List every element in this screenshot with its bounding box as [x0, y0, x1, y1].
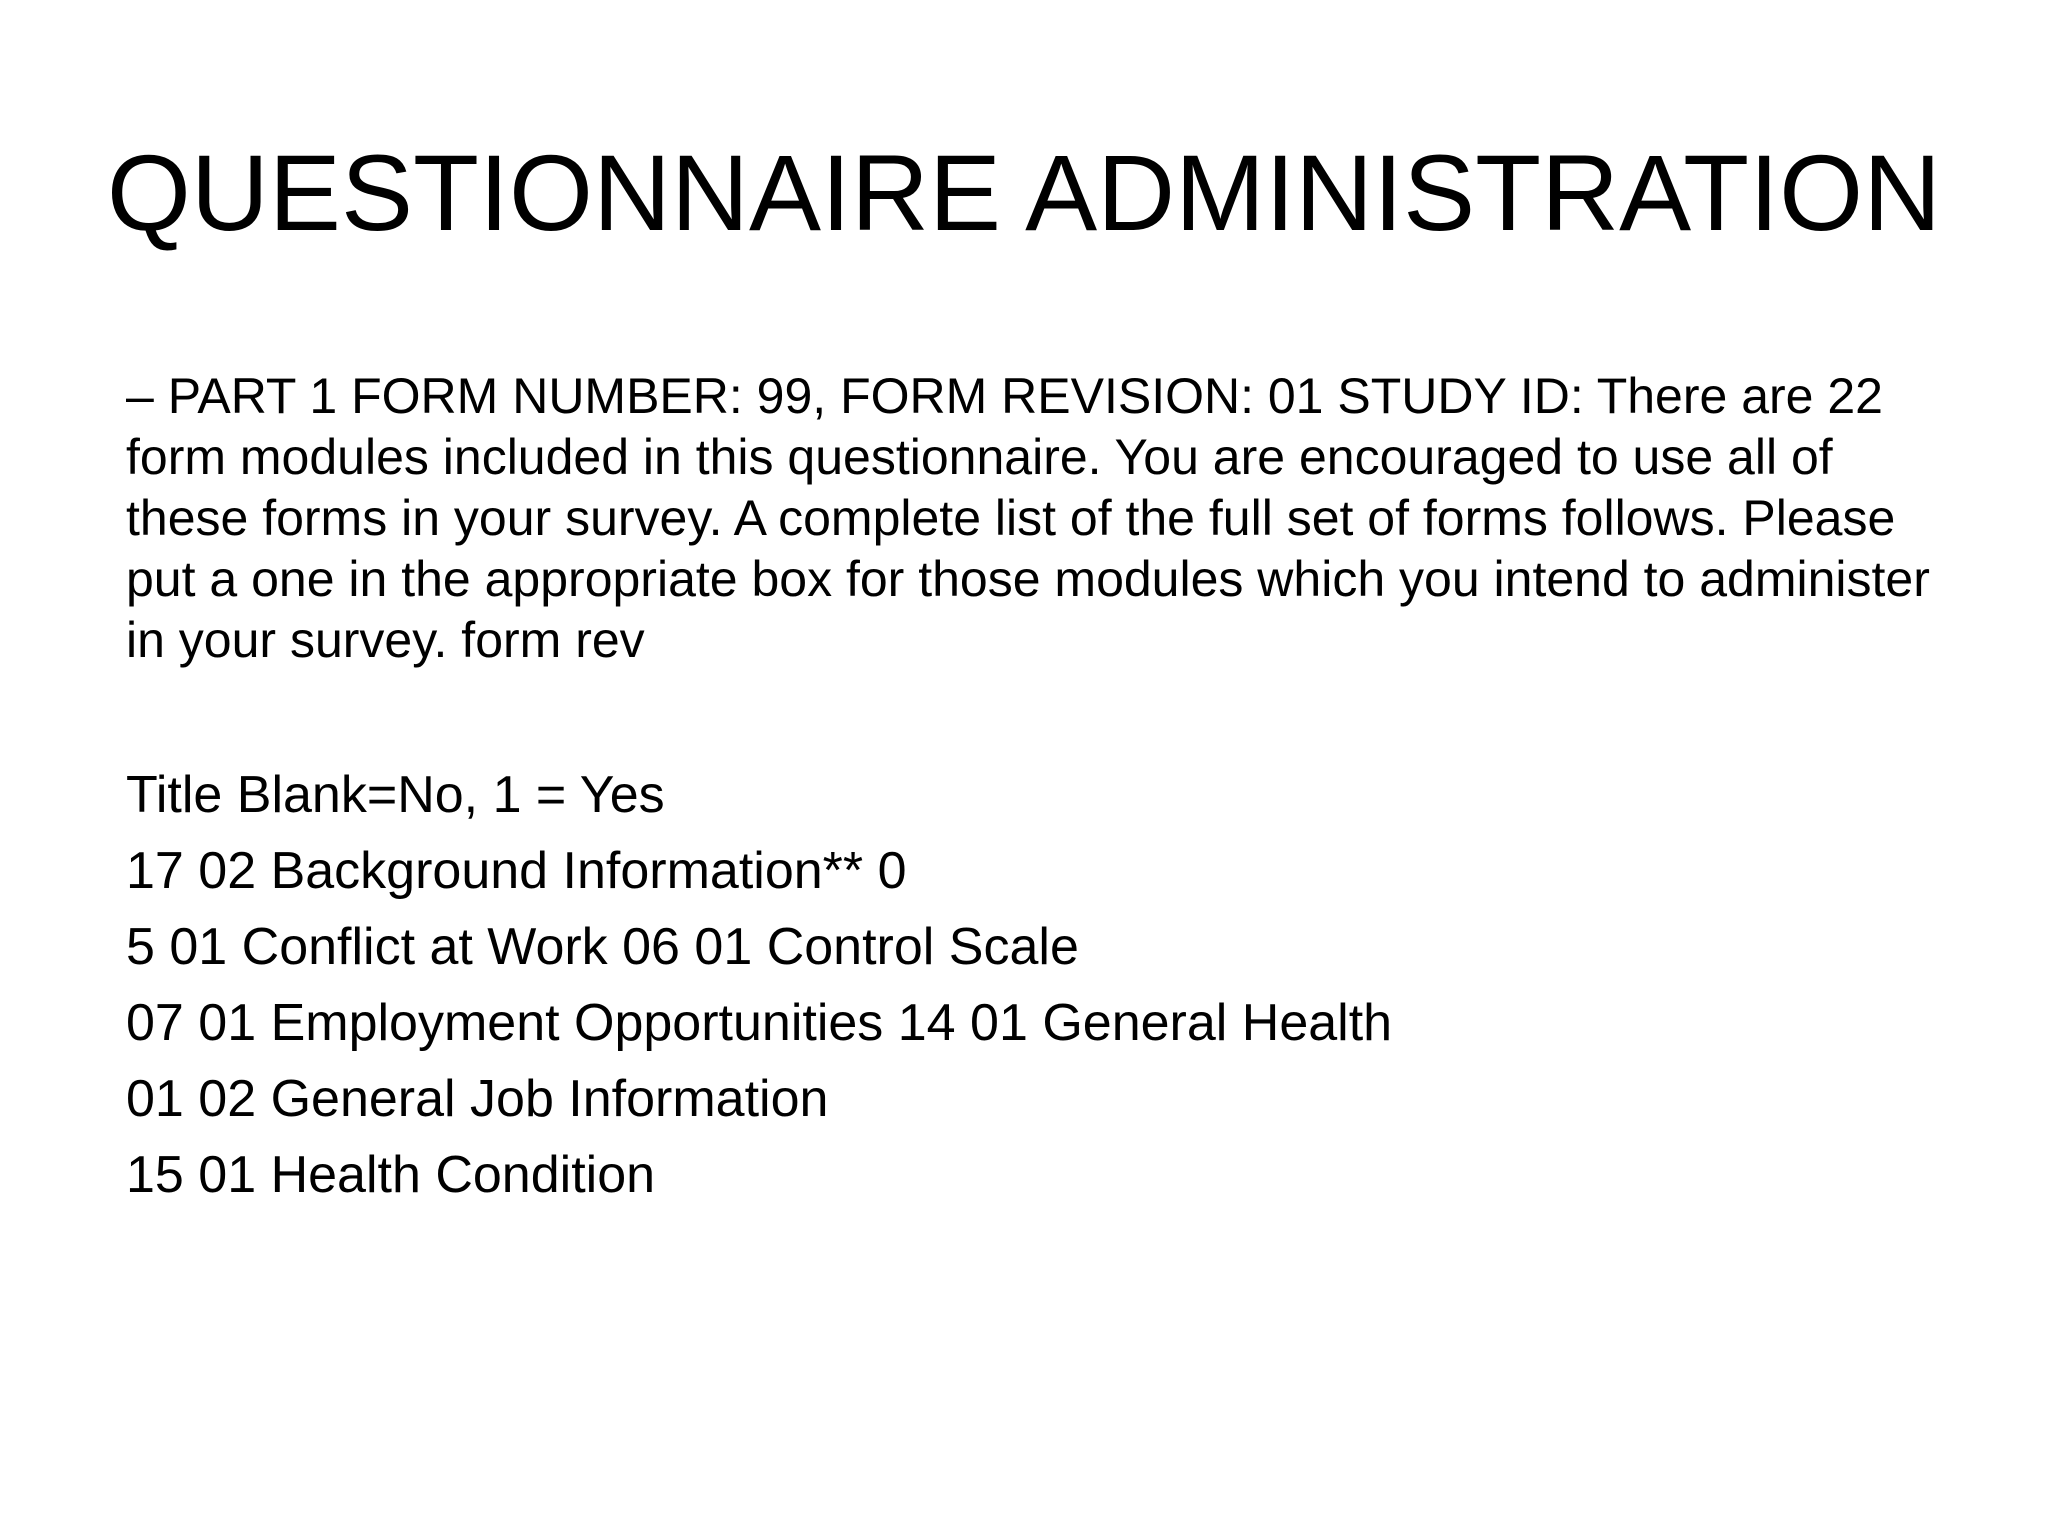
list-line: 07 01 Employment Opportunities 14 01 General Health [126, 994, 1393, 1052]
list-line: 5 01 Conflict at Work 06 01 Control Scale [126, 918, 1079, 976]
list-line-header: Title Blank=No, 1 = Yes [126, 766, 665, 824]
form-module-list [126, 757, 1946, 1213]
slide-body-paragraph: – PART 1 FORM NUMBER: 99, FORM REVISION: 01 STUDY ID: There are 22 form modules included in this questionnaire. You are encouraged to use all of these forms in your survey. A complete list of the full set of forms follows. Please put a one in the appropriate box for those modules which you intend to administer in your survey. form rev [126, 368, 1930, 668]
slide-title: QUESTIONNAIRE ADMINISTRATION [106, 132, 1942, 253]
list-line: 15 01 Health Condition [126, 1146, 656, 1204]
list-line: 17 02 Background Information** 0 [126, 842, 907, 900]
list-line: 01 02 General Job Information [126, 1070, 829, 1128]
